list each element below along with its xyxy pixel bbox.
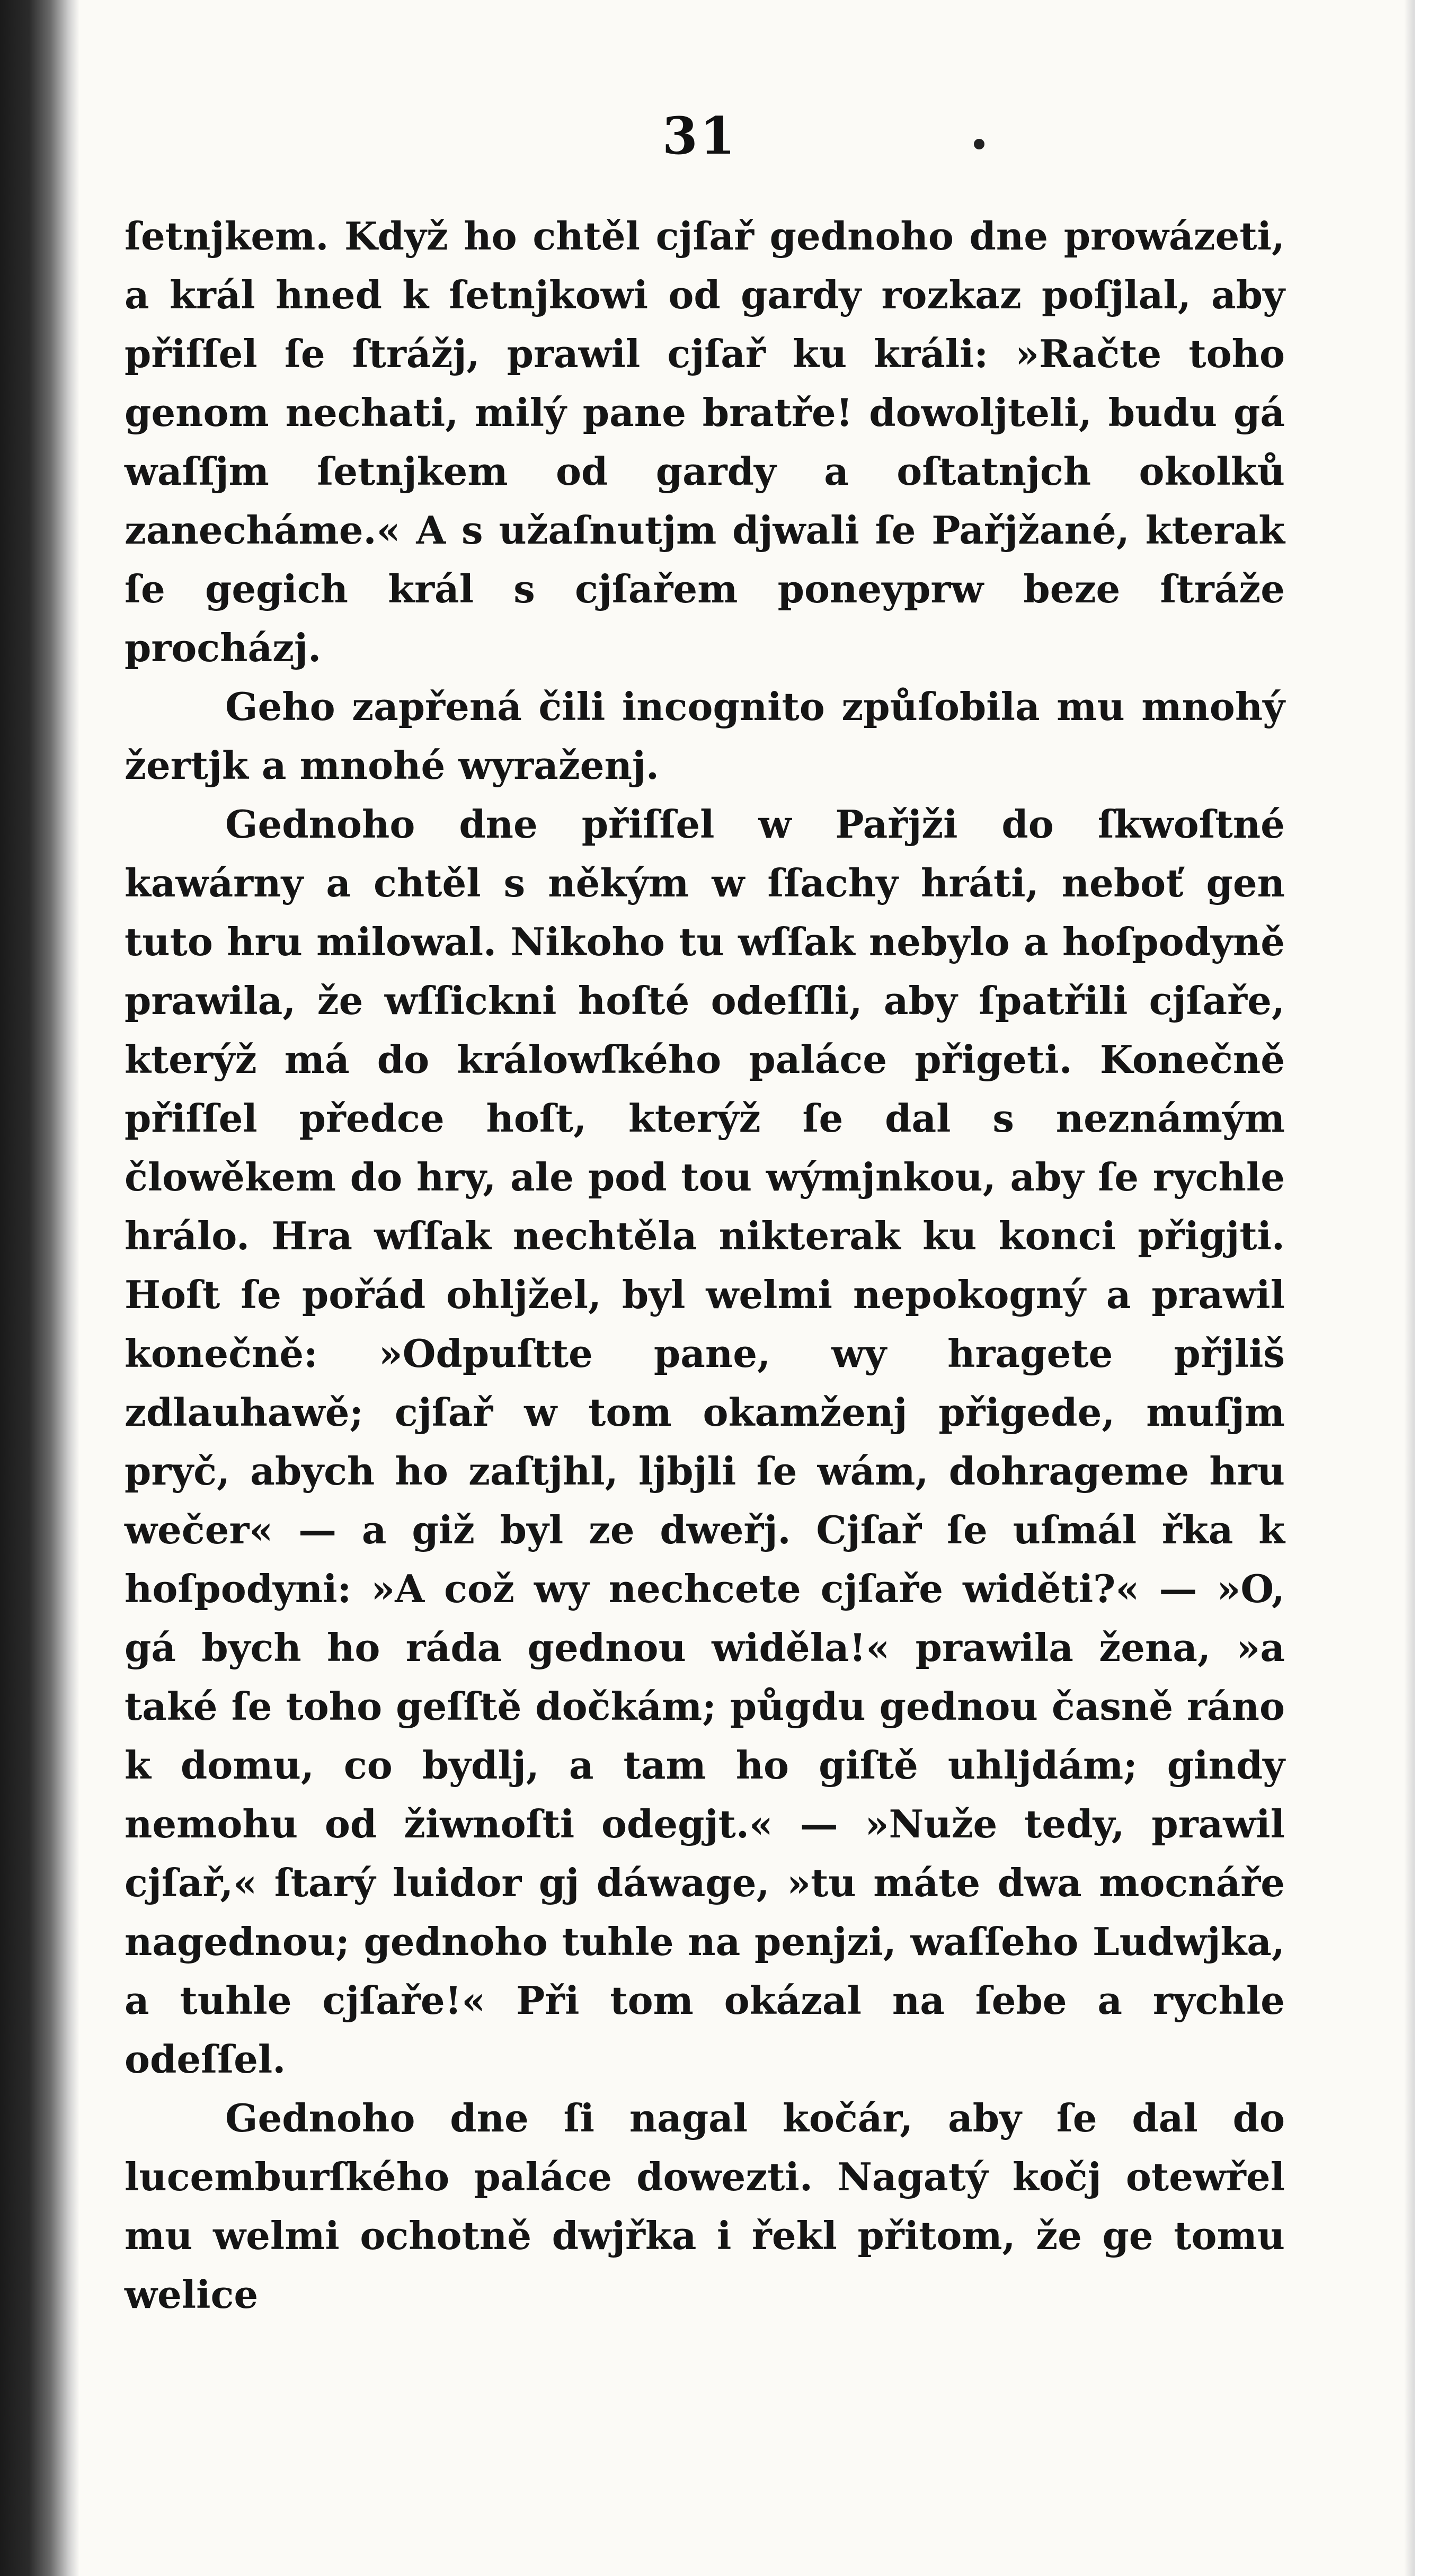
paragraph-4: Gednoho dne ſi nagal kočár, aby ſe dal do lucemburſkého paláce dowezti. Nagatý kočj otewřel mu welmi ochotně dwjřka i řekl přitom, že ge tomu welice — [125, 2095, 1285, 2317]
header-dot-mark — [974, 139, 984, 149]
paragraph-1: ſetnjkem. Když ho chtěl cjſař gednoho dne prowázeti, a král hned k ſetnjkowi od gardy rozkaz poſjlal, aby přiſſel ſe ſtrážj, prawil cjſař ku králi: »Račte toho genom nechati, milý pane bratře! dowoljteli, budu gá waſſjm ſetnjkem od gardy a oſtatnjch okolků zanecháme.« A s užaſnutjm djwali ſe Pařjžané, kterak ſe gegich král s cjſařem poneyprw beze ſtráže procházj. — [125, 214, 1285, 670]
paragraph-2: Geho zapřená čili incognito způſobila mu mnohý žertjk a mnohé wyraženj. — [125, 684, 1285, 788]
page-number: 31 — [662, 106, 738, 166]
page-edge — [1404, 0, 1415, 2576]
book-binding-shadow — [0, 0, 79, 2576]
paragraph-3: Gednoho dne přiſſel w Pařjži do ſkwoſtné kawárny a chtěl s někým w ſſachy hráti, neboť gen tuto hru milowal. Nikoho tu wſſak nebylo a hoſpodyně prawila, že wſſickni hoſté odeſſli, aby ſpatřili cjſaře, kterýž má do králowſkého paláce přigeti. Konečně přiſſel předce hoſt, kterýž ſe dal s neznámým člowěkem do hry, ale pod tou wýmjnkou, aby ſe rychle hrálo. Hra wſſak nechtěla nikterak ku konci přigjti. Hoſt ſe pořád ohljžel, byl welmi nepokogný a prawil konečně: »Odpuſtte pane, wy hragete přjliš zdlauhawě; cjſař w tom okamženj přigede, muſjm pryč, abych ho zaſtjhl, ljbjli ſe wám, dohrageme hru wečer« — a giž byl ze dweřj. Cjſař ſe uſmál řka k hoſpodyni: »A což wy nechcete cjſaře widěti?« — »O, gá bych ho ráda gednou widěla!« prawila žena, »a také ſe toho geſſtě dočkám; půgdu gednou časně ráno k domu, co bydlj, a tam ho giſtě uhljdám; gindy nemohu od žiwnoſti odegjt.« — »Nuže tedy, prawil cjſař,« ſtarý luidor gj dáwage, »tu máte dwa mocnáře nagednou; gednoho tuhle na penjzi, waſſeho Ludwjka, a tuhle cjſaře!« Při tom okázal na ſebe a rychle odeſſel. — [125, 802, 1285, 2082]
page-body-text — [125, 207, 1285, 2324]
